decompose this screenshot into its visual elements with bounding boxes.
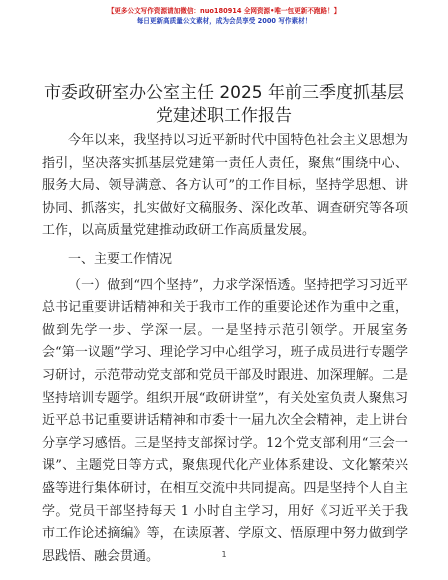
section-heading: 一、主要工作情况	[68, 251, 173, 267]
document-title: 市委政研室办公室主任 2025 年前三季度抓基层党建述职工作报告	[43, 83, 405, 126]
document-body	[42, 130, 408, 568]
promo-banner	[0, 6, 448, 27]
page-number: 1	[221, 550, 227, 559]
body-paragraph: （一）做到“四个坚持”，力求学深悟透。坚持把学习习近平总书记重要讲话精神和关于我市工作的重要论述作为重中之重，做到先学一步、学深一层。一是坚持示范引领学。开展室务会“第一议题”学习、理论学习中心组学习，班子成员进行专题学习研讨，示范带动党支部和党员干部及时跟进、加深理解。二是坚持培训专题学。组织开展“政研讲堂”，有关处室负责人聚焦习近平总书记重要讲话精神和市委十一届九次全会精神，走上讲台分享学习感悟。三是坚持支部探讨学。12个党支部利用“三会一课”、主题党日等方式，聚焦现代化产业体系建设、文化繁荣兴盛等进行集体研讨，在相互交流中共同提高。四是坚持个人自主学。党员干部坚持每天 1 小时自主学习，用好《习近平关于我市工作论述摘编》等，在读原著、学原文、悟原理中努力做到学思践悟、融会贯通。	[42, 277, 408, 564]
intro-paragraph: 今年以来，我坚持以习近平新时代中国特色社会主义思想为指引，坚决落实抓基层党建第一责任人责任，聚焦“围绕中心、服务大局、领导满意、各方认可”的工作目标，坚持学思想、讲协同、抓落实，扎实做好文稿服务、深化改革、调查研究等各项工作，以高质量党建推动政研工作高质量发展。	[42, 133, 408, 239]
promo-banner-line-2: 每日更新高质量公文素材，成为会员享受 2000 写作素材！	[136, 17, 312, 25]
promo-banner-line-1: 【更多公文写作资源请加微信：nuo180914 全网资源•唯一包更新不跑路！】	[107, 7, 341, 15]
